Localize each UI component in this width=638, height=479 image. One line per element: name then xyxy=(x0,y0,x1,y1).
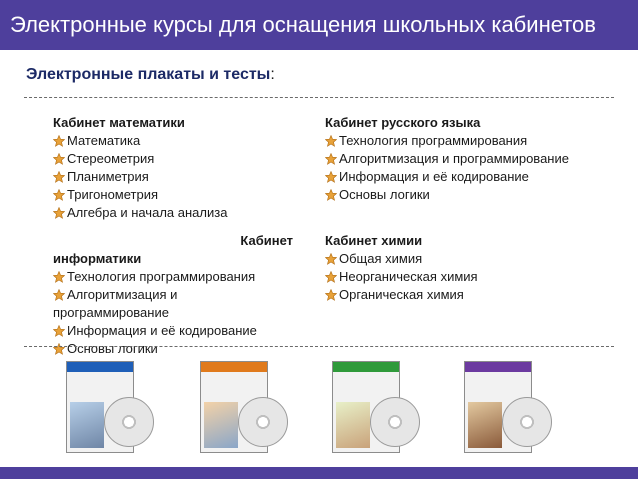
page-title-bar xyxy=(0,0,638,50)
star-bullet-icon xyxy=(325,153,337,165)
star-bullet-icon xyxy=(53,189,65,201)
list-item-label: Неорганическая химия xyxy=(339,269,478,284)
star-bullet-icon xyxy=(53,325,65,337)
star-bullet-icon xyxy=(53,271,65,283)
russian-disc-cover-icon[interactable] xyxy=(332,357,420,461)
list-item-label: Тригонометрия xyxy=(67,187,159,202)
informatics-disc-cover-icon[interactable] xyxy=(200,357,288,461)
list-item-label: Математика xyxy=(67,133,141,148)
list-item[interactable] xyxy=(53,150,293,168)
section-heading-text: Электронные плакаты и тесты xyxy=(26,66,271,83)
list-item-label: Основы логики xyxy=(67,341,158,356)
page-title: Электронные курсы для оснащения школьных кабинетов xyxy=(10,12,596,37)
star-bullet-icon xyxy=(53,343,65,355)
list-item-label: Планиметрия xyxy=(67,169,149,184)
cover-photo xyxy=(468,402,502,448)
list-item-label: Информация и её кодирование xyxy=(67,323,257,338)
russian-cabinet-list xyxy=(325,114,615,204)
cover-photo xyxy=(204,402,238,448)
star-bullet-icon xyxy=(53,207,65,219)
math-disc-cover-icon[interactable] xyxy=(66,357,154,461)
list-item[interactable] xyxy=(53,322,293,340)
cover-band xyxy=(201,362,267,372)
star-bullet-icon xyxy=(325,289,337,301)
disc-icon xyxy=(238,397,288,447)
informatics-title-line1: Кабинет xyxy=(240,233,293,248)
section-heading xyxy=(26,66,275,84)
star-bullet-icon xyxy=(325,171,337,183)
list-item[interactable] xyxy=(325,186,615,204)
list-item[interactable] xyxy=(53,132,293,150)
list-item[interactable] xyxy=(53,186,293,204)
list-item[interactable] xyxy=(325,250,565,268)
list-item[interactable] xyxy=(325,268,565,286)
list-item-label: Основы логики xyxy=(339,187,430,202)
list-item[interactable] xyxy=(53,204,293,222)
list-item[interactable] xyxy=(53,340,293,358)
list-item[interactable] xyxy=(325,150,615,168)
list-item[interactable] xyxy=(325,286,565,304)
list-item[interactable] xyxy=(53,168,293,186)
cover-band xyxy=(333,362,399,372)
star-bullet-icon xyxy=(53,171,65,183)
list-item[interactable] xyxy=(325,132,615,150)
informatics-cabinet-list xyxy=(53,232,293,358)
footer-bar xyxy=(0,467,638,479)
math-cabinet-list xyxy=(53,114,293,222)
math-cabinet-title: Кабинет математики xyxy=(53,115,185,130)
cover-band xyxy=(67,362,133,372)
star-bullet-icon xyxy=(325,135,337,147)
chemistry-disc-cover-icon[interactable] xyxy=(464,357,552,461)
star-bullet-icon xyxy=(325,189,337,201)
russian-cabinet-title: Кабинет русского языка xyxy=(325,115,481,130)
list-item-label: Технология программирования xyxy=(67,269,256,284)
star-bullet-icon xyxy=(325,271,337,283)
star-bullet-icon xyxy=(53,289,65,301)
list-item[interactable] xyxy=(53,268,293,286)
star-bullet-icon xyxy=(53,135,65,147)
list-item-label: Алгоритмизация и программирование xyxy=(339,151,569,166)
chemistry-cabinet-list xyxy=(325,232,565,304)
product-covers xyxy=(0,357,638,465)
cover-band xyxy=(465,362,531,372)
disc-icon xyxy=(104,397,154,447)
section-heading-colon: : xyxy=(270,66,275,83)
list-item[interactable] xyxy=(325,168,615,186)
informatics-title-line2: информатики xyxy=(53,251,142,266)
star-bullet-icon xyxy=(53,153,65,165)
list-item-label: Органическая химия xyxy=(339,287,464,302)
list-item[interactable] xyxy=(53,286,293,304)
list-item-label: Технология программирования xyxy=(339,133,528,148)
divider-top xyxy=(24,97,614,98)
list-item-label: Алгоритмизация и xyxy=(67,287,178,302)
list-item-label: Информация и её кодирование xyxy=(339,169,529,184)
list-item-label: Алгебра и начала анализа xyxy=(67,205,228,220)
chemistry-cabinet-title: Кабинет химии xyxy=(325,233,423,248)
list-item-label: Стереометрия xyxy=(67,151,155,166)
informatics-cabinet-title xyxy=(53,232,293,250)
divider-bottom xyxy=(24,346,614,347)
list-item-continuation: программирование xyxy=(53,305,169,320)
disc-icon xyxy=(502,397,552,447)
cover-photo xyxy=(336,402,370,448)
star-bullet-icon xyxy=(325,253,337,265)
disc-icon xyxy=(370,397,420,447)
list-item-label: Общая химия xyxy=(339,251,423,266)
cover-photo xyxy=(70,402,104,448)
